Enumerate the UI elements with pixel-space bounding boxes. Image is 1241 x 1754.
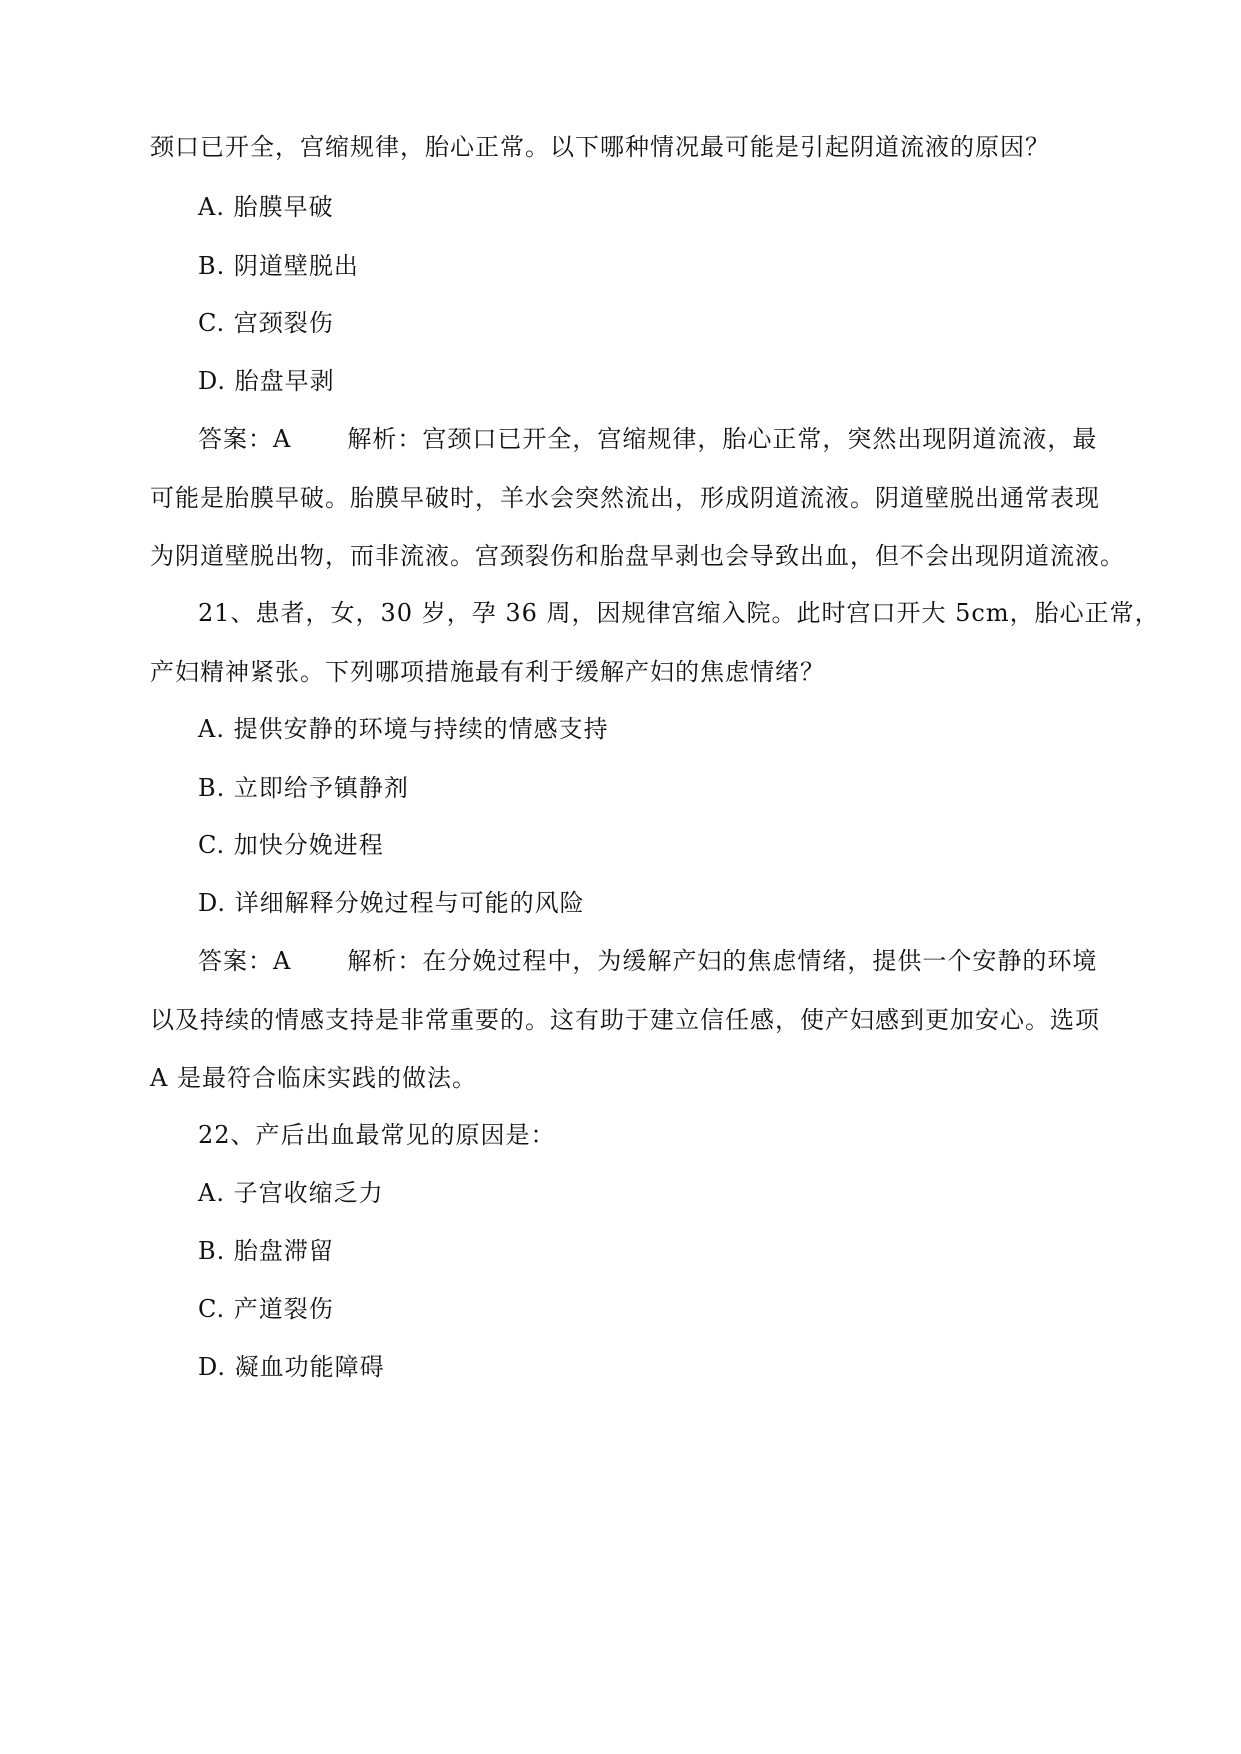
q20-analysis-line-2: 可能是胎膜早破。胎膜早破时，羊水会突然流出，形成阴道流液。阴道壁脱出通常表现 [150,484,1100,512]
q22-option-c: C. 产道裂伤 [198,1295,334,1323]
q22-stem: 22、产后出血最常见的原因是： [198,1121,556,1149]
q21-option-a: A. 提供安静的环境与持续的情感支持 [198,715,609,743]
q22-option-d: D. 凝血功能障碍 [198,1353,385,1381]
q20-option-d: D. 胎盘早剥 [198,367,335,395]
q21-analysis-line-1: 解析：在分娩过程中，为缓解产妇的焦虑情绪，提供一个安静的环境 [347,947,1098,975]
q21-answer-line [198,946,1148,976]
q20-option-c: C. 宫颈裂伤 [198,309,334,337]
q21-analysis-line-3: A 是最符合临床实践的做法。 [150,1064,477,1092]
q21-stem-line-1: 21、患者，女，30 岁，孕 36 周，因规律宫缩入院。此时宫口开大 5cm，胎心正常， [198,599,1160,627]
q22-option-b: B. 胎盘滞留 [198,1237,334,1265]
q20-option-b: B. 阴道壁脱出 [198,252,359,280]
q20-stem-tail: 颈口已开全，宫缩规律，胎心正常。以下哪种情况最可能是引起阴道流液的原因？ [150,133,1050,161]
q20-option-a: A. 胎膜早破 [198,193,334,221]
q21-option-b: B. 立即给予镇静剂 [198,774,409,802]
q20-answer-line [198,424,1148,454]
q21-option-d: D. 详细解释分娩过程与可能的风险 [198,889,585,917]
q20-analysis-line-1: 解析：宫颈口已开全，宫缩规律，胎心正常，突然出现阴道流液，最 [347,425,1098,453]
q20-answer: 答案：A [198,425,292,453]
q21-analysis-line-2: 以及持续的情感支持是非常重要的。这有助于建立信任感，使产妇感到更加安心。选项 [150,1006,1100,1034]
q21-option-c: C. 加快分娩进程 [198,831,384,859]
q22-option-a: A. 子宫收缩乏力 [198,1179,384,1207]
q21-stem-line-2: 产妇精神紧张。下列哪项措施最有利于缓解产妇的焦虑情绪？ [150,658,825,686]
q20-analysis-line-3: 为阴道壁脱出物，而非流液。宫颈裂伤和胎盘早剥也会导致出血，但不会出现阴道流液。 [150,542,1125,570]
q21-answer: 答案：A [198,947,292,975]
